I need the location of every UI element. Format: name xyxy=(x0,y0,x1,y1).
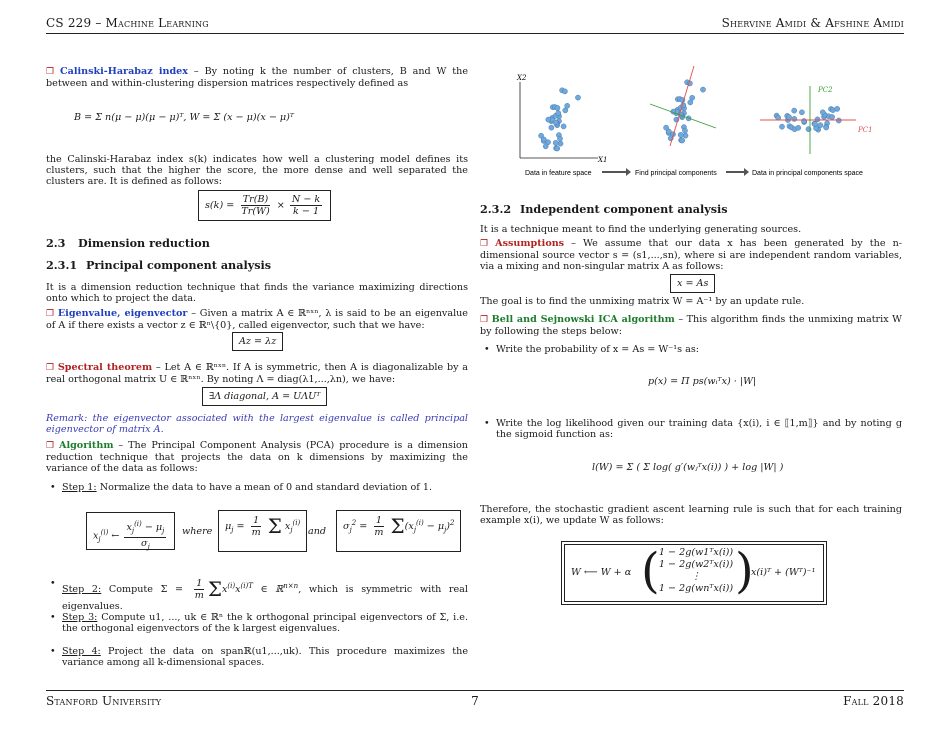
term: Fall 2018 xyxy=(843,694,904,708)
data-point xyxy=(835,106,840,111)
spectral-term: Spectral theorem xyxy=(57,362,153,373)
data-point xyxy=(830,114,835,119)
data-point xyxy=(575,95,580,100)
page-number: 7 xyxy=(471,694,479,708)
step-2-pre: Compute Σ = xyxy=(101,584,184,595)
caption-find-components: Find principal components xyxy=(635,170,717,177)
data-point xyxy=(562,89,567,94)
step-2: • Step 2: Compute Σ = $\frac{1}{m}$ $\Sigma x^{(i)}x^{(i)T}$ ∈ ℝ$^{n\times n}$, which is symmetric with real eigenvalues. xyxy=(62,578,468,612)
count-numerator: N − k xyxy=(291,194,321,205)
count-fraction xyxy=(290,194,322,217)
step-3-text: Compute u1, ..., uk ∈ ℝⁿ the k orthogonal principal eigenvectors of Σ, i.e. the orthogonal eigenvectors of the k largest eigenvalues. xyxy=(62,612,468,635)
pca-figure xyxy=(480,64,902,184)
matrix-left-paren: ( xyxy=(641,543,660,599)
assumptions-term: Assumptions xyxy=(495,238,565,249)
calinski-harabaz-paragraph xyxy=(46,66,468,89)
step-3-label: Step 3: xyxy=(62,612,98,623)
sga-rule-text: Therefore, the stochastic gradient ascent learning rule is such that for each training example x(i), we update W as follows: xyxy=(480,504,902,527)
step-3 xyxy=(62,612,468,634)
data-point xyxy=(836,118,841,123)
bell-sejnowski-paragraph xyxy=(480,314,902,337)
normalization-box: $x_j^{(i)}$ ← $\frac{x_j^{(i)} - \mu_j}{\sigma_j}$ xyxy=(86,512,175,550)
square-bullet-icon: ❐ xyxy=(46,441,55,451)
caption-components-space: Data in principal components space xyxy=(752,170,863,177)
data-point xyxy=(561,124,566,129)
spectral-text: – Let A ∈ ℝⁿˣⁿ. If A is symmetric, then A is diagonalizable by a real orthogonal matrix U ∈ ℝⁿˣⁿ. By noting Λ = diag(λ1,...,λn), we have: xyxy=(46,362,469,386)
data-point xyxy=(682,128,687,133)
data-point xyxy=(779,124,784,129)
pc2-label: PC2 xyxy=(818,86,833,94)
score-lhs: s(k) = xyxy=(205,200,235,211)
trace-numerator: Tr(B) xyxy=(242,194,269,205)
step-2-label: Step 2: xyxy=(62,584,102,595)
matrix-row: 1 − 2g(wnᵀx(i)) xyxy=(658,583,734,594)
step-4-text: Project the data on spanℝ(u1,...,uk). This procedure maximizes the variance among all k-dimensional spaces. xyxy=(62,646,468,669)
square-bullet-icon: ❐ xyxy=(46,67,55,77)
section-number: 2.3 xyxy=(46,236,66,250)
eigen-term: Eigenvalue, eigenvector xyxy=(57,308,188,319)
calinski-harabaz-term: Calinski-Harabaz index xyxy=(59,66,189,77)
subsection-number: 2.3.1 xyxy=(46,258,78,272)
data-point xyxy=(563,108,568,113)
data-point xyxy=(824,125,829,130)
update-lhs: W ⟵ W + α xyxy=(571,567,632,578)
norm-and: and xyxy=(308,526,327,537)
dispersion-equations xyxy=(74,112,294,123)
count-denominator: k − 1 xyxy=(293,206,320,217)
mean-box: $\mu_j$ = $\frac{1}{m}$ Σ $x_j^{(i)}$ xyxy=(218,510,307,552)
probability-equation: p(x) = Π ps(wᵢᵀx) · |W| xyxy=(648,376,757,387)
principal-eigenvector-remark: Remark: the eigenvector associated with the largest eigenvalue is called principal eigenvector of matrix A. xyxy=(46,413,468,436)
mixing-boxed-formula: x = As xyxy=(670,274,715,293)
assumptions-text: – We assume that our data x has been generated by the n-dimensional source vector s = (s1,...,sn), where si are independent random variables, via a mixing and non-singular matrix A as follows: xyxy=(480,238,902,273)
section-ica xyxy=(480,204,728,215)
ica-step-probability: • Write the probability of x = As = W⁻¹s as: xyxy=(496,344,902,355)
university: Stanford University xyxy=(46,694,162,708)
eigen-boxed-formula: Az = λz xyxy=(232,332,283,351)
update-matrix xyxy=(657,547,735,595)
assumptions-paragraph xyxy=(480,238,902,273)
trace-fraction xyxy=(239,194,271,217)
data-point xyxy=(666,129,671,134)
running-header xyxy=(46,16,904,34)
matrix-row: ⋮ xyxy=(691,571,701,582)
spectral-paragraph xyxy=(46,362,468,385)
pc1-label: PC1 xyxy=(858,126,873,134)
section-pca xyxy=(46,260,271,271)
arrow-icon xyxy=(602,168,631,176)
data-point xyxy=(683,133,688,138)
step-1 xyxy=(62,482,468,493)
subsection-number: 2.3.2 xyxy=(480,202,512,216)
ica-step-log-likelihood: • Write the log likelihood given our training data {x(i), i ∈ ⟦1,m⟧} and by noting g the sigmoid function as: xyxy=(496,418,902,440)
data-point xyxy=(688,100,693,105)
data-point xyxy=(820,110,825,115)
square-bullet-icon: ❐ xyxy=(46,363,55,373)
data-point xyxy=(799,110,804,115)
matrix-row: 1 − 2g(w2ᵀx(i)) xyxy=(658,559,734,570)
update-rule-box xyxy=(564,544,824,602)
data-point xyxy=(792,116,797,121)
square-bullet-icon: ❐ xyxy=(480,315,489,325)
data-point xyxy=(546,117,551,122)
data-point xyxy=(553,120,558,125)
running-footer xyxy=(46,690,904,708)
pca-intro: It is a dimension reduction technique that finds the variance maximizing directions onto which to project the data. xyxy=(46,282,468,305)
calinski-harabaz-definition: the Calinski-Harabaz index s(k) indicates how well a clustering model defines its clusters, such that the higher the score, the more dense and well separated the clusters are. It is defined as follows: xyxy=(46,154,468,188)
trace-denominator: Tr(W) xyxy=(241,206,270,217)
ica-intro: It is a technique meant to find the underlying generating sources. xyxy=(480,224,802,235)
data-point xyxy=(553,140,558,145)
data-point xyxy=(557,136,562,141)
data-point xyxy=(792,108,797,113)
data-point xyxy=(815,117,820,122)
ica-goal: The goal is to find the unmixing matrix W = A⁻¹ by an update rule. xyxy=(480,296,805,307)
calinski-harabaz-boxed-formula: s(k) = $\frac{Tr(B)}{Tr(W)}$ × $\frac{N - k}{k - 1}$ xyxy=(198,190,331,221)
data-point xyxy=(796,125,801,130)
data-point xyxy=(555,105,560,110)
data-point xyxy=(786,115,791,120)
axis-x-label: X1 xyxy=(598,156,608,164)
update-rhs: x(i)ᵀ + (Wᵀ)⁻¹ xyxy=(751,567,816,578)
step-4 xyxy=(62,646,468,668)
step-1-text: Normalize the data to have a mean of 0 and standard deviation of 1. xyxy=(96,482,433,493)
spectral-boxed-formula: ∃Λ diagonal, A = UΛUᵀ xyxy=(202,387,327,406)
data-point xyxy=(801,118,806,123)
data-point xyxy=(680,138,685,143)
algorithm-term: Algorithm xyxy=(59,440,114,451)
step-2-post: which is symmetric with real eigenvalues. xyxy=(62,584,468,612)
data-point xyxy=(543,144,548,149)
authors: Shervine Amidi & Afshine Amidi xyxy=(721,16,904,30)
subsection-title: Independent component analysis xyxy=(520,202,728,216)
feature-space-points xyxy=(539,88,581,151)
step-1-label: Step 1: xyxy=(62,482,97,493)
data-point xyxy=(549,125,554,130)
calinski-harabaz-text: – By noting k the number of clusters, B and W the between and within-clustering dispersion matrices respectively defined as xyxy=(46,66,468,90)
variance-box: $\sigma_j^2$ = $\frac{1}{m}$ $\Sigma(x_j^{(i)} - \mu_j)^2$ xyxy=(336,510,461,552)
matrix-right-paren: ) xyxy=(735,543,754,599)
data-point xyxy=(556,111,561,116)
square-bullet-icon: ❐ xyxy=(480,239,489,249)
log-likelihood-equation: l(W) = Σ ( Σ log( g′(wⱼᵀx(i)) ) + log |W| ) xyxy=(592,462,784,473)
eigen-paragraph xyxy=(46,308,468,331)
caption-feature-space: Data in feature space xyxy=(525,170,592,177)
bell-sejnowski-term: Bell and Sejnowski ICA algorithm xyxy=(491,314,675,325)
data-point xyxy=(812,122,817,127)
pca-algorithm-paragraph xyxy=(46,440,468,475)
section-title: Dimension reduction xyxy=(78,236,210,250)
transformed-points xyxy=(774,106,841,132)
dispersion-equation-text: B = Σ n(μ − μ)(μ − μ)ᵀ, W = Σ (x − μ)(x − μ)ᵀ xyxy=(74,112,294,123)
square-bullet-icon: ❐ xyxy=(46,309,55,319)
axis-y-label: X2 xyxy=(517,74,527,82)
matrix-row: 1 − 2g(w1ᵀx(i)) xyxy=(658,547,734,558)
data-point xyxy=(555,146,560,151)
section-dimension-reduction xyxy=(46,238,210,249)
arrow-icon xyxy=(726,168,749,176)
data-point xyxy=(700,87,705,92)
course-title: CS 229 – Machine Learning xyxy=(46,16,209,30)
algorithm-text: – The Principal Component Analysis (PCA) procedure is a dimension reduction technique that projects the data on k dimensions by maximizing the variance of the data as follows: xyxy=(46,440,468,475)
data-point xyxy=(558,141,563,146)
data-point xyxy=(678,132,683,137)
eigen-text: – Given a matrix A ∈ ℝⁿˣⁿ, λ is said to be an eigenvalue of A if there exists a vector z ∈ ℝⁿ\{0}, called eigenvector, such that we have: xyxy=(46,308,468,332)
step-4-label: Step 4: xyxy=(62,646,101,657)
bell-sejnowski-text: – This algorithm finds the unmixing matrix W by following the steps below: xyxy=(480,314,902,338)
subsection-title: Principal component analysis xyxy=(86,258,272,272)
data-point xyxy=(818,123,823,128)
norm-where: where xyxy=(182,526,213,537)
data-point xyxy=(541,137,546,142)
